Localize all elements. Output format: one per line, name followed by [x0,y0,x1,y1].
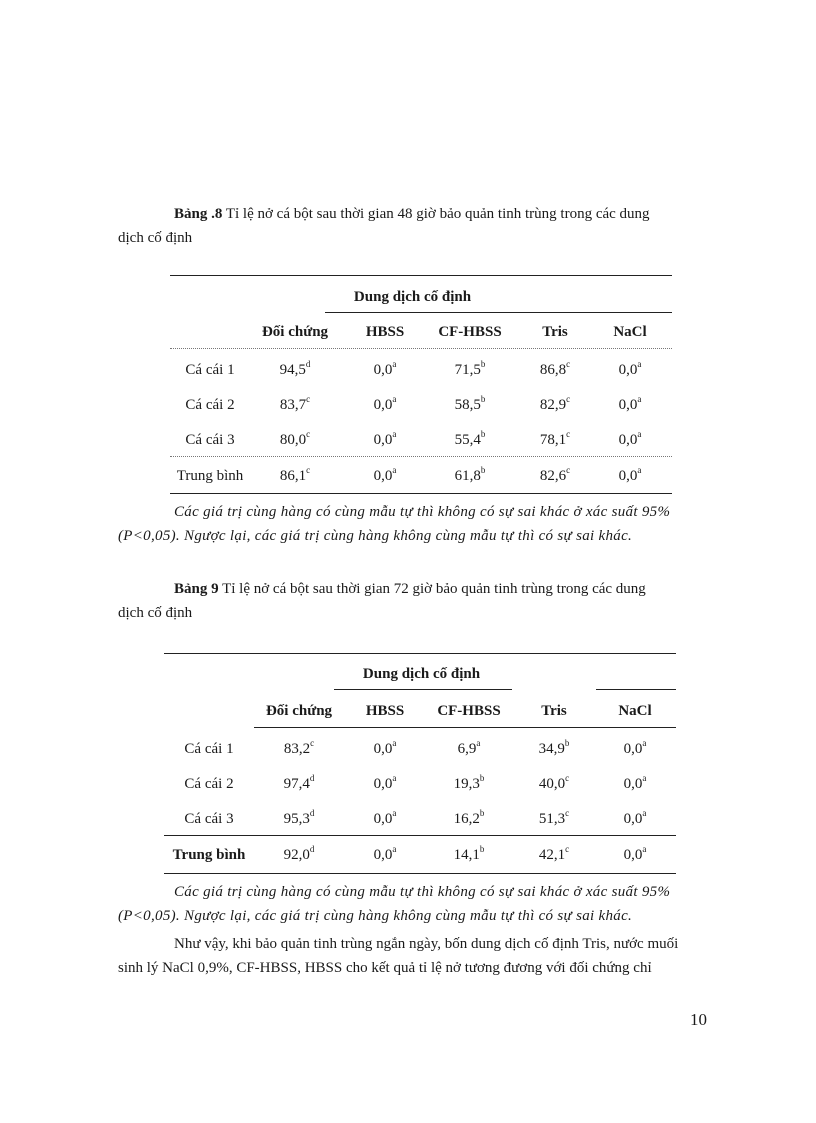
table-cell [519,843,589,867]
table-cell [424,772,514,796]
table8-caption-label: Bảng .8 [174,206,223,222]
row-label: Trung bình [172,847,246,863]
significance-letter: a [637,359,642,369]
cell-value: 0,0 [373,847,393,863]
table-cell [600,737,670,761]
table8-group-rule [325,312,672,313]
table-cell [519,737,589,761]
significance-letter: d [309,773,315,783]
table-cell [350,358,420,382]
significance-letter: d [305,359,311,369]
cell-value: 0,0 [623,811,643,827]
table9-group-rule [334,689,512,690]
row-label: Cá cái 1 [185,362,235,378]
table9-header-row [164,699,676,723]
table8-total-rule [170,456,672,457]
cell-value: 83,2 [283,741,311,757]
row-label: Cá cái 3 [185,432,235,448]
table-cell [425,464,515,488]
row-label: Cá cái 2 [185,397,235,413]
significance-letter: c [310,738,315,748]
cell-value: 61,8 [454,468,481,484]
table8-caption [118,202,718,250]
table-cell [520,393,590,417]
significance-letter: c [306,465,311,475]
significance-letter: b [479,808,485,818]
significance-letter: b [564,738,570,748]
table-cell [350,772,420,796]
table8-col-header: NaCl [613,324,647,340]
significance-letter: c [565,773,570,783]
table9-note-line1: Các giá trị cùng hàng có cùng mẫu tự thì không có sự sai khác ở xác suất 95% [174,884,671,900]
table-cell [250,428,340,452]
significance-letter: c [306,394,311,404]
table8-top-rule [170,275,672,276]
cell-value: 6,9 [457,741,477,757]
row-label: Cá cái 1 [184,741,234,757]
table9-note-line2: (P<0,05). Ngược lại, các giá trị cùng hàng không cùng mẫu tự thì có sự sai khác. [118,908,633,924]
cell-value: 83,7 [279,397,307,413]
table-cell [250,464,340,488]
conclusion-paragraph [118,932,708,980]
cell-value: 0,0 [618,362,638,378]
significance-letter: c [566,359,571,369]
table-row [164,772,676,796]
significance-letter: a [392,394,397,404]
cell-value: 0,0 [373,811,393,827]
table-cell [520,464,590,488]
table-cell [254,843,344,867]
table-row [164,737,676,761]
cell-value: 0,0 [373,741,393,757]
cell-value: 97,4 [283,776,310,792]
table-cell [595,358,665,382]
significance-letter: c [306,429,311,439]
cell-value: 40,0 [538,776,566,792]
table-cell [254,807,344,831]
significance-letter: a [392,844,397,854]
table8-header-rule [170,348,672,349]
significance-letter: c [566,465,571,475]
significance-letter: d [309,844,315,854]
cell-value: 55,4 [454,432,481,448]
significance-letter: a [637,394,642,404]
significance-letter: b [480,394,486,404]
table9-caption-text: Tỉ lệ nở cá bột sau thời gian 72 giờ bảo quản tinh trùng trong các dung [222,581,646,597]
significance-letter: c [566,394,571,404]
table9-col-header: CF-HBSS [437,703,501,719]
table9-col-header: HBSS [365,703,405,719]
table9-group-header-row [164,662,676,686]
cell-value: 0,0 [373,468,393,484]
significance-letter: a [637,429,642,439]
paragraph-line2: sinh lý NaCl 0,9%, CF-HBSS, HBSS cho kết quả tỉ lệ nở tương đương với đối chứng chỉ [118,960,652,976]
cell-value: 0,0 [623,741,643,757]
page-number: 10 [690,1010,707,1029]
significance-letter: a [642,808,647,818]
table-cell [595,393,665,417]
table9-bottom-rule [164,873,676,874]
table8 [170,275,672,495]
table-cell [424,843,514,867]
table8-col-header: HBSS [365,324,405,340]
table8-group-header: Dung dịch cố định [353,289,472,305]
cell-value: 14,1 [453,847,480,863]
significance-letter: a [392,738,397,748]
significance-letter: a [392,465,397,475]
table-cell [595,428,665,452]
significance-letter: b [479,773,485,783]
table-cell [520,358,590,382]
significance-letter: b [480,359,486,369]
table-cell [425,358,515,382]
significance-letter: a [642,773,647,783]
table-cell [250,393,340,417]
table-cell [350,464,420,488]
significance-letter: c [565,844,570,854]
cell-value: 95,3 [283,811,310,827]
table-cell [350,843,420,867]
significance-letter: c [566,429,571,439]
cell-value: 0,0 [373,432,393,448]
cell-value: 92,0 [283,847,310,863]
table-cell [350,393,420,417]
table8-col-header: Đối chứng [261,324,329,340]
table-cell [595,464,665,488]
cell-value: 86,8 [539,362,567,378]
table8-header-row [170,320,672,344]
cell-value: 0,0 [623,776,643,792]
table9-caption [118,577,718,625]
table8-bottom-rule [170,493,672,494]
row-label: Trung bình [176,468,244,484]
table-row [164,807,676,831]
significance-letter: a [476,738,481,748]
significance-letter: a [392,429,397,439]
table-cell [425,428,515,452]
table9-header-rule [254,727,676,728]
table-cell [520,428,590,452]
significance-letter: a [392,359,397,369]
table9-col-header: NaCl [618,703,652,719]
table8-note [118,500,708,548]
table9-top-rule [164,653,676,654]
significance-letter: b [479,844,485,854]
cell-value: 0,0 [373,397,393,413]
cell-value: 0,0 [618,397,638,413]
table9-note [118,880,708,928]
significance-letter: b [480,429,486,439]
table8-note-line1: Các giá trị cùng hàng có cùng mẫu tự thì không có sự sai khác ở xác suất 95% [174,504,671,520]
cell-value: 0,0 [373,776,393,792]
cell-value: 82,9 [539,397,567,413]
table9-col-header: Tris [541,703,567,719]
cell-value: 16,2 [453,811,480,827]
significance-letter: b [480,465,486,475]
significance-letter: a [637,465,642,475]
table8-col-header: CF-HBSS [438,324,502,340]
paragraph-line1: Như vậy, khi bảo quản tinh trùng ngắn ngày, bốn dung dịch cố định Tris, nước muối [174,936,679,952]
table9-caption-cont: dịch cố định [118,605,193,621]
table-cell [350,428,420,452]
table8-note-line2: (P<0,05). Ngược lại, các giá trị cùng hàng không cùng mẫu tự thì có sự sai khác. [118,528,633,544]
table-cell [424,807,514,831]
cell-value: 19,3 [453,776,480,792]
table-cell [254,772,344,796]
table9-total-rule [164,835,676,836]
cell-value: 71,5 [454,362,481,378]
cell-value: 0,0 [373,362,393,378]
table9 [164,653,676,875]
significance-letter: a [642,738,647,748]
row-label: Cá cái 3 [184,811,234,827]
cell-value: 58,5 [454,397,481,413]
table-cell [519,772,589,796]
cell-value: 94,5 [279,362,306,378]
table-cell [350,737,420,761]
cell-value: 0,0 [623,847,643,863]
table8-caption-text: Tỉ lệ nở cá bột sau thời gian 48 giờ bảo quản tinh trùng trong các dung [225,206,650,222]
table8-caption-cont: dịch cố định [118,230,193,246]
significance-letter: c [565,808,570,818]
cell-value: 82,6 [539,468,567,484]
cell-value: 80,0 [279,432,307,448]
table-row [170,393,672,417]
cell-value: 78,1 [539,432,567,448]
row-label: Cá cái 2 [184,776,234,792]
table-cell [519,807,589,831]
table9-caption-label: Bảng 9 [174,581,219,597]
table9-group-header: Dung dịch cố định [362,666,481,682]
table-cell [600,807,670,831]
table8-group-header-row [170,285,672,309]
table-cell [250,358,340,382]
cell-value: 86,1 [279,468,307,484]
cell-value: 34,9 [538,741,565,757]
cell-value: 0,0 [618,432,638,448]
table-cell [425,393,515,417]
table8-col-header: Tris [542,324,568,340]
table-cell [600,772,670,796]
significance-letter: a [642,844,647,854]
table-cell [350,807,420,831]
significance-letter: a [392,773,397,783]
table9-group-rule-right [596,689,676,690]
cell-value: 0,0 [618,468,638,484]
cell-value: 51,3 [538,811,566,827]
table-row [170,464,672,488]
table-row [164,843,676,867]
table-cell [424,737,514,761]
table-row [170,428,672,452]
significance-letter: d [309,808,315,818]
table-cell [254,737,344,761]
significance-letter: a [392,808,397,818]
cell-value: 42,1 [538,847,566,863]
table9-col-header: Đối chứng [265,703,333,719]
table-row [170,358,672,382]
table-cell [600,843,670,867]
